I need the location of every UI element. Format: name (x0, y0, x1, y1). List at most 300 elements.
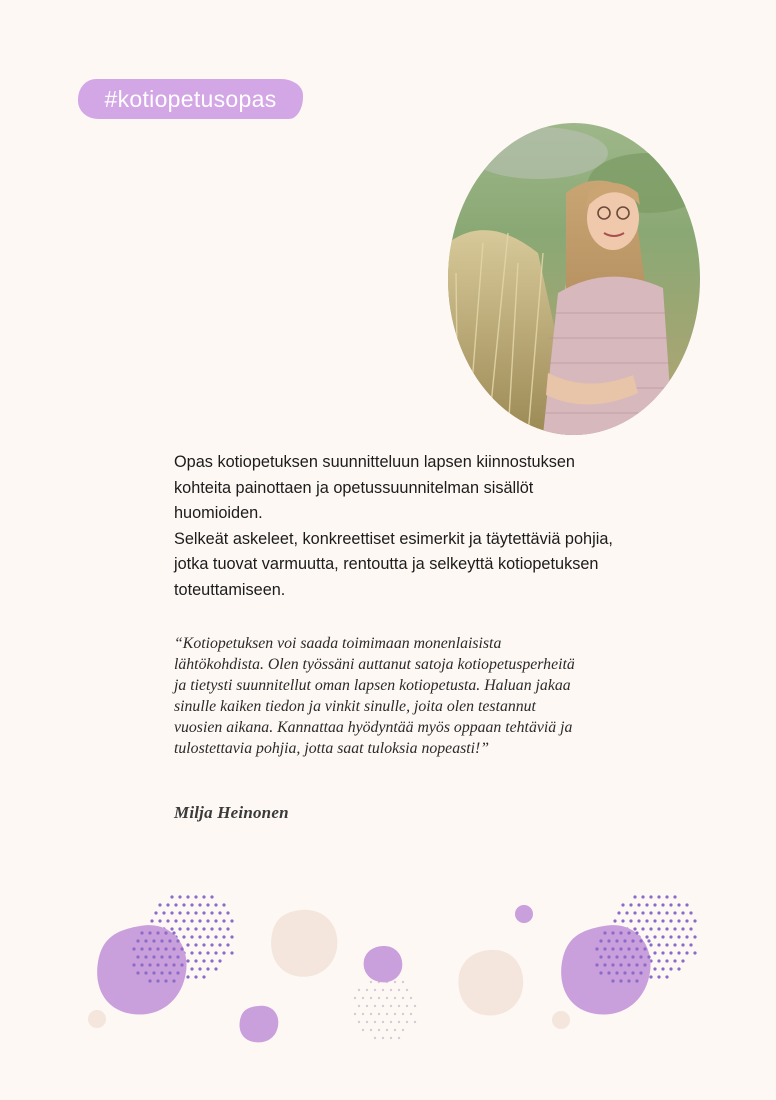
decor-dot (599, 939, 602, 942)
decor-dot (206, 903, 209, 906)
decor-dot (166, 919, 169, 922)
decor-dot (394, 997, 396, 999)
decor-dot (611, 931, 614, 934)
decor-dot (693, 935, 696, 938)
decor-dot (194, 943, 197, 946)
decor-dot (358, 1021, 360, 1023)
decor-dot (206, 967, 209, 970)
decor-dot (619, 947, 622, 950)
decor-dot (390, 1037, 392, 1039)
decor-dot (665, 959, 668, 962)
decor-dot (635, 979, 638, 982)
decor-dot (170, 927, 173, 930)
decor-dot (611, 947, 614, 950)
decor-dot (378, 1029, 380, 1031)
decor-dot (370, 997, 372, 999)
decor-dot (370, 1029, 372, 1031)
decor-dot (190, 935, 193, 938)
decor-dot (362, 997, 364, 999)
decor-dot (136, 971, 139, 974)
decor-dot (218, 943, 221, 946)
decor-dot (370, 1013, 372, 1015)
decor-dot (681, 943, 684, 946)
decor-dot (164, 931, 167, 934)
decor-dot (390, 1021, 392, 1023)
decor-dot (627, 947, 630, 950)
decor-dot (645, 919, 648, 922)
decor-dot (202, 911, 205, 914)
decor-dot (635, 947, 638, 950)
decor-dot (144, 955, 147, 958)
decor-dot (386, 997, 388, 999)
decor-dot (160, 971, 163, 974)
intro-paragraph-2: Selkeät askeleet, konkreettiset esimerkit ja täytettäviä pohjia, jotka tuovat varmuutta, rentoutta ja selkeyttä kotiopetuksen toteuttamiseen. (174, 529, 613, 599)
decor-dot (136, 939, 139, 942)
decor-dot (386, 1013, 388, 1015)
decor-dot (633, 927, 636, 930)
intro-paragraph-1: Opas kotiopetuksen suunnitteluun lapsen kiinnostuksen kohteita painottaen ja opetussuunnitelman sisällöt huomioiden. (174, 453, 575, 523)
decor-dot (170, 911, 173, 914)
decor-dot (649, 895, 652, 898)
decor-dot (611, 979, 614, 982)
decor-dot (599, 955, 602, 958)
decor-dot (198, 967, 201, 970)
decor-dot (677, 935, 680, 938)
decor-dot (394, 1029, 396, 1031)
decor-dot (366, 1005, 368, 1007)
decor-dot (210, 943, 213, 946)
decor-dot (230, 951, 233, 954)
decor-dot (374, 1005, 376, 1007)
decor-dot (661, 967, 664, 970)
decor-dot (693, 919, 696, 922)
decor-dot (176, 971, 179, 974)
decor-dot (194, 895, 197, 898)
decor-dot (206, 951, 209, 954)
decor-dot (637, 903, 640, 906)
decor-dot (168, 939, 171, 942)
lilac-blob-right (561, 925, 650, 1014)
decor-dot (619, 931, 622, 934)
decor-dot (194, 911, 197, 914)
decor-dot (144, 939, 147, 942)
decor-dot (164, 947, 167, 950)
decor-dot (218, 911, 221, 914)
decor-dot (629, 903, 632, 906)
intro-text (174, 450, 614, 604)
decor-dot (206, 935, 209, 938)
decor-dot (647, 939, 650, 942)
decor-dot (370, 981, 372, 983)
decor-dot (230, 935, 233, 938)
decor-dot (186, 911, 189, 914)
author-photo (448, 123, 700, 435)
decor-dot (222, 919, 225, 922)
decor-dot (689, 943, 692, 946)
lilac-dot-small (515, 905, 533, 923)
decor-dot (647, 955, 650, 958)
decor-dot (226, 943, 229, 946)
decor-dot (665, 895, 668, 898)
decor-dot (186, 943, 189, 946)
decor-dot (182, 919, 185, 922)
beige-blob-2 (458, 950, 523, 1016)
decor-dot (689, 911, 692, 914)
decor-dot (615, 955, 618, 958)
decor-dot (354, 1013, 356, 1015)
decor-dot (136, 955, 139, 958)
decor-dot (374, 989, 376, 991)
decor-dot (621, 903, 624, 906)
decor-dot (226, 911, 229, 914)
decor-dot (202, 975, 205, 978)
decor-dot (661, 919, 664, 922)
decor-dot (643, 947, 646, 950)
decor-dot (386, 1029, 388, 1031)
decor-dot (607, 939, 610, 942)
lilac-blob-center (364, 946, 403, 982)
decor-dot (657, 911, 660, 914)
decor-dot (673, 927, 676, 930)
decor-dot (669, 903, 672, 906)
decor-dot (685, 903, 688, 906)
decor-dot (218, 927, 221, 930)
decor-dot (156, 947, 159, 950)
decor-dot (639, 939, 642, 942)
lilac-blob-small (240, 1006, 279, 1043)
decor-dot (643, 963, 646, 966)
decor-dot (619, 963, 622, 966)
decor-dot (152, 955, 155, 958)
decor-dot (657, 959, 660, 962)
decor-dot (144, 971, 147, 974)
decor-dot (623, 971, 626, 974)
decor-dot (148, 979, 151, 982)
decor-dot (374, 1037, 376, 1039)
decor-dot (226, 927, 229, 930)
decor-dot (653, 919, 656, 922)
decor-dot (669, 919, 672, 922)
decor-dot (382, 1021, 384, 1023)
decor-dot (633, 911, 636, 914)
decor-dot (631, 939, 634, 942)
decor-dot (639, 955, 642, 958)
decor-dot (623, 939, 626, 942)
decor-dot (148, 963, 151, 966)
decor-dot (378, 997, 380, 999)
decor-dot (190, 951, 193, 954)
decor-dot (214, 903, 217, 906)
decor-dot (398, 1021, 400, 1023)
decor-dot (595, 963, 598, 966)
decor-dot (645, 903, 648, 906)
decor-dot (621, 919, 624, 922)
decor-dot (685, 951, 688, 954)
decor-dot (198, 951, 201, 954)
decor-dot (410, 997, 412, 999)
decor-dot (202, 959, 205, 962)
decor-dot (168, 971, 171, 974)
decor-dot (623, 955, 626, 958)
beige-dot-small-left (88, 1010, 106, 1028)
decor-dot (627, 963, 630, 966)
decor-dot (619, 979, 622, 982)
decor-dot (617, 911, 620, 914)
decor-dot (649, 927, 652, 930)
decor-dot (172, 947, 175, 950)
decor-dot (190, 967, 193, 970)
decor-dot (607, 955, 610, 958)
decor-dot (673, 943, 676, 946)
decor-dot (657, 975, 660, 978)
decor-dot (635, 963, 638, 966)
decor-dot (625, 911, 628, 914)
decor-dot (615, 939, 618, 942)
decor-dot (665, 943, 668, 946)
decor-dot (166, 903, 169, 906)
decor-dot (362, 1013, 364, 1015)
decor-dot (190, 903, 193, 906)
decor-dot (653, 951, 656, 954)
decor-dot (148, 947, 151, 950)
decor-dot (653, 935, 656, 938)
decor-dot (673, 911, 676, 914)
decor-dot (653, 903, 656, 906)
decor-dot (661, 903, 664, 906)
decor-dot (140, 931, 143, 934)
decor-dot (649, 943, 652, 946)
decor-dot (665, 975, 668, 978)
decor-dot (653, 967, 656, 970)
decor-dot (180, 963, 183, 966)
decor-dot (222, 935, 225, 938)
decor-dot (603, 947, 606, 950)
decor-dot (214, 951, 217, 954)
decor-dot (641, 895, 644, 898)
decor-dot (402, 997, 404, 999)
decor-dot (627, 931, 630, 934)
decor-dot (186, 975, 189, 978)
author-photo-image (448, 123, 700, 435)
decor-dot (178, 911, 181, 914)
decor-dot (362, 1029, 364, 1031)
decor-dot (194, 959, 197, 962)
decor-dot (156, 963, 159, 966)
decor-dot (645, 935, 648, 938)
decor-dot (631, 971, 634, 974)
decor-dot (406, 1021, 408, 1023)
decor-dot (693, 951, 696, 954)
decor-dot (689, 927, 692, 930)
decor-dot (176, 955, 179, 958)
testimonial-quote: “Kotiopetuksen voi saada toimimaan monenlaisista lähtökohdista. Olen työssäni auttanut satoja kotiopetusperheitä ja tietysti suunnitellut oman lapsen kotiopetusta. Haluan jakaa sinulle kaiken tiedon ja vinkit sinulle, joita olen testannut vuosien aikana. Kannattaa hyödyntää myös oppaan tehtäviä ja tulostettavia pohjia, jotta saat tuloksia nopeasti!” (174, 635, 575, 757)
decor-dot (210, 927, 213, 930)
decor-dot (186, 927, 189, 930)
decorative-shapes (0, 860, 776, 1060)
decor-dot (210, 895, 213, 898)
beige-blob-1 (271, 910, 337, 977)
decor-dot (595, 947, 598, 950)
decor-dot (358, 989, 360, 991)
decor-dot (627, 979, 630, 982)
decor-dot (669, 967, 672, 970)
decor-dot (402, 1013, 404, 1015)
decor-dot (414, 1021, 416, 1023)
decor-dot (194, 975, 197, 978)
decor-dot (599, 971, 602, 974)
hashtag-badge: #kotiopetusopas (78, 79, 303, 119)
decor-dot (374, 1021, 376, 1023)
decor-dot (202, 943, 205, 946)
decor-dot (661, 951, 664, 954)
decor-dot (613, 919, 616, 922)
decor-dot (657, 927, 660, 930)
decor-dot (174, 919, 177, 922)
decor-dot (222, 903, 225, 906)
decor-dot (198, 935, 201, 938)
decor-dot (615, 971, 618, 974)
decor-dot (222, 951, 225, 954)
decor-dot (414, 1005, 416, 1007)
decor-dot (210, 959, 213, 962)
decor-dot (390, 989, 392, 991)
decor-dot (168, 955, 171, 958)
decor-dot (382, 1005, 384, 1007)
decor-dot (398, 1037, 400, 1039)
decor-dot (154, 911, 157, 914)
decor-dot (170, 895, 173, 898)
decor-dot (677, 903, 680, 906)
decor-dot (160, 939, 163, 942)
decor-dot (366, 989, 368, 991)
decor-dot (382, 1037, 384, 1039)
decor-dot (140, 963, 143, 966)
decor-dot (685, 935, 688, 938)
decor-dot (162, 911, 165, 914)
dot-cluster-faint (354, 981, 416, 1039)
decor-dot (657, 943, 660, 946)
decor-dot (665, 927, 668, 930)
decor-dot (198, 919, 201, 922)
decor-dot (194, 927, 197, 930)
decor-dot (366, 1021, 368, 1023)
decor-dot (394, 1013, 396, 1015)
decor-dot (158, 919, 161, 922)
decor-dot (402, 981, 404, 983)
decor-dot (641, 927, 644, 930)
decor-dot (406, 989, 408, 991)
decor-dot (635, 931, 638, 934)
decor-dot (639, 971, 642, 974)
decor-dot (172, 963, 175, 966)
lilac-blob-left (97, 925, 186, 1014)
decor-dot (156, 979, 159, 982)
decor-dot (158, 903, 161, 906)
decor-dot (186, 895, 189, 898)
decor-dot (607, 971, 610, 974)
decor-dot (398, 989, 400, 991)
decor-dot (603, 963, 606, 966)
decor-dot (164, 963, 167, 966)
decor-dot (152, 971, 155, 974)
decor-dot (172, 979, 175, 982)
decor-dot (198, 903, 201, 906)
decor-dot (673, 959, 676, 962)
beige-dot-small-right (552, 1011, 570, 1029)
decor-dot (140, 947, 143, 950)
decor-dot (214, 935, 217, 938)
decor-dot (681, 927, 684, 930)
decor-dot (210, 911, 213, 914)
decor-dot (150, 919, 153, 922)
decor-dot (172, 931, 175, 934)
decor-dot (390, 1005, 392, 1007)
decor-dot (190, 919, 193, 922)
decor-dot (148, 931, 151, 934)
decor-dot (677, 919, 680, 922)
decor-dot (378, 1013, 380, 1015)
decor-dot (152, 939, 155, 942)
decor-dot (156, 931, 159, 934)
decor-dot (681, 959, 684, 962)
decor-dot (180, 947, 183, 950)
decor-dot (661, 935, 664, 938)
decor-dot (202, 895, 205, 898)
decor-dot (382, 989, 384, 991)
decor-dot (677, 967, 680, 970)
decor-dot (174, 903, 177, 906)
decor-dot (631, 955, 634, 958)
decor-dot (214, 967, 217, 970)
decor-dot (649, 911, 652, 914)
decor-dot (230, 919, 233, 922)
decor-dot (354, 997, 356, 999)
decor-dot (402, 1029, 404, 1031)
decor-dot (649, 975, 652, 978)
decor-dot (132, 963, 135, 966)
decor-dot (160, 955, 163, 958)
decor-dot (685, 919, 688, 922)
decor-dot (406, 1005, 408, 1007)
decor-dot (178, 895, 181, 898)
decor-dot (665, 911, 668, 914)
decor-dot (673, 895, 676, 898)
decor-dot (677, 951, 680, 954)
decor-dot (202, 927, 205, 930)
decor-dot (132, 947, 135, 950)
decor-dot (178, 927, 181, 930)
quote-author: Milja Heinonen (174, 803, 289, 822)
decor-dot (641, 911, 644, 914)
decor-dot (186, 959, 189, 962)
decor-dot (176, 939, 179, 942)
decor-dot (637, 919, 640, 922)
decor-dot (164, 979, 167, 982)
decor-dot (657, 895, 660, 898)
decor-dot (218, 959, 221, 962)
decor-dot (669, 951, 672, 954)
decor-dot (358, 1005, 360, 1007)
decor-dot (206, 919, 209, 922)
decor-dot (603, 931, 606, 934)
decor-dot (214, 919, 217, 922)
decor-dot (410, 1013, 412, 1015)
decor-dot (182, 935, 185, 938)
decor-dot (611, 963, 614, 966)
decor-dot (629, 919, 632, 922)
decor-dot (633, 895, 636, 898)
decor-dot (398, 1005, 400, 1007)
